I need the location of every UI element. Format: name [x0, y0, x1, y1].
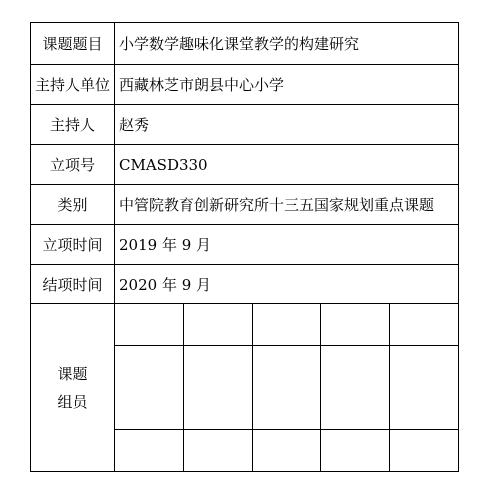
member-cell[interactable] — [321, 346, 390, 430]
members-label — [31, 304, 115, 472]
start-date-label: 立项时间 — [31, 225, 115, 265]
category-value: 中管院教育创新研究所十三五国家规划重点课题 — [115, 185, 459, 225]
member-cell[interactable] — [252, 346, 321, 430]
member-cell[interactable] — [321, 429, 390, 471]
member-cell[interactable] — [115, 346, 184, 430]
project-number-value: CMASD330 — [115, 145, 459, 185]
member-cell[interactable] — [389, 429, 458, 471]
member-cell[interactable] — [184, 304, 253, 346]
host-unit-label: 主持人单位 — [31, 65, 115, 105]
member-cell[interactable] — [252, 304, 321, 346]
members-grid-container — [115, 304, 459, 472]
end-date-label: 结项时间 — [31, 265, 115, 304]
members-label-line2: 组员 — [57, 392, 88, 411]
row-end-date — [31, 265, 459, 304]
member-cell[interactable] — [184, 346, 253, 430]
row-members — [31, 304, 459, 472]
member-cell[interactable] — [115, 304, 184, 346]
members-grid-row — [115, 429, 458, 471]
end-date-value: 2020 年 9 月 — [115, 265, 459, 304]
members-grid — [115, 304, 458, 471]
host-unit-value: 西藏林芝市朗县中心小学 — [115, 65, 459, 105]
topic-value: 小学数学趣味化课堂教学的构建研究 — [115, 23, 459, 65]
topic-label: 课题题目 — [31, 23, 115, 65]
category-label: 类别 — [31, 185, 115, 225]
member-cell[interactable] — [184, 429, 253, 471]
member-cell[interactable] — [389, 304, 458, 346]
row-topic — [31, 23, 459, 65]
member-cell[interactable] — [321, 304, 390, 346]
members-grid-row — [115, 346, 458, 430]
members-grid-row — [115, 304, 458, 346]
host-value: 赵秀 — [115, 105, 459, 145]
row-host-unit — [31, 65, 459, 105]
project-info-table — [30, 22, 459, 472]
project-number-label: 立项号 — [31, 145, 115, 185]
start-date-value: 2019 年 9 月 — [115, 225, 459, 265]
members-label-line1: 课题 — [57, 364, 88, 383]
row-host — [31, 105, 459, 145]
member-cell[interactable] — [115, 429, 184, 471]
row-start-date — [31, 225, 459, 265]
row-category — [31, 185, 459, 225]
host-label: 主持人 — [31, 105, 115, 145]
member-cell[interactable] — [389, 346, 458, 430]
member-cell[interactable] — [252, 429, 321, 471]
row-project-number — [31, 145, 459, 185]
